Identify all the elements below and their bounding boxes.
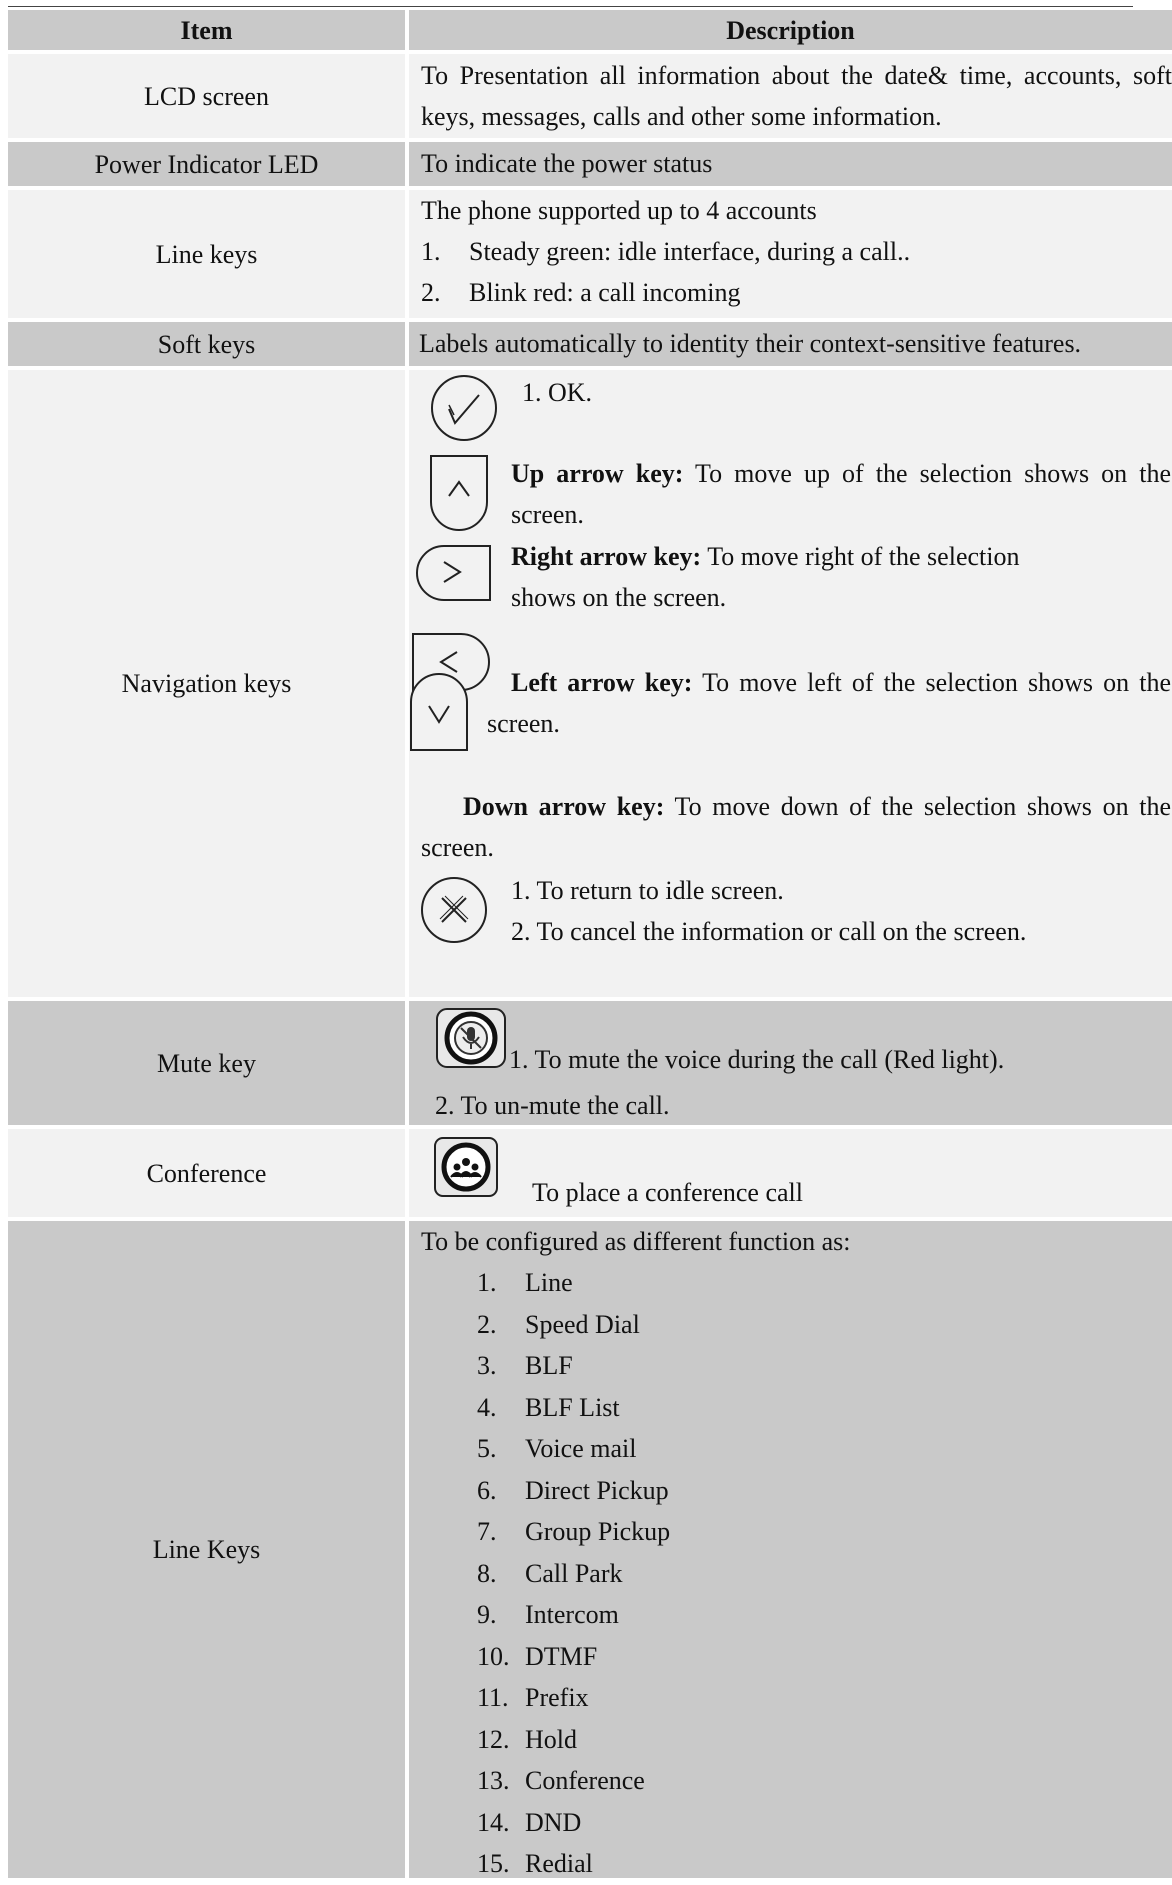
list-item-label: DND [525,1807,582,1837]
list-item [477,1511,1172,1553]
list-item-label: DTMF [525,1641,598,1671]
list-item-label: Direct Pickup [525,1475,669,1505]
list-item [477,1428,1172,1470]
nav-ok-text: 1. OK. [522,378,593,407]
list-item-number: 1. [477,1268,497,1297]
list-item-number: 8. [477,1558,497,1588]
line-keys-functions-intro: To be configured as different function as: [421,1227,851,1256]
desc-lcd-screen [409,54,1172,138]
list-item-number: 14. [477,1807,510,1837]
mute-line2: 2. To un-mute the call. [435,1091,670,1120]
desc-lcd-text: To Presentation all information about the date& time, accounts, soft keys, messages, calls and other some information. [421,61,1172,131]
list-item-number: 15. [477,1849,510,1878]
nav-down-text: Down arrow key: To move down of the selection shows on the screen. [421,792,1171,862]
desc-mute-key [409,1001,1172,1125]
list-item [477,1553,1172,1595]
list-item-label: BLF [525,1351,573,1380]
down-arrow-key-icon [409,672,469,752]
list-item [477,1636,1172,1678]
item-power-led: Power Indicator LED [8,142,405,186]
desc-navigation-keys [409,370,1172,997]
list-item [477,1719,1172,1761]
list-item-label: Line [525,1268,573,1297]
list-item-number: 12. [477,1724,510,1754]
list-item-label: Voice mail [525,1434,637,1463]
list-item-label: Hold [525,1724,577,1754]
item-conference: Conference [8,1129,405,1217]
line-keys-point: 2. Blink red: a call incoming [421,278,741,307]
list-item [477,1304,1172,1346]
nav-right-text: Right arrow key: To move right of the selection shows on the screen. [511,542,1020,612]
mute-line1: 1. To mute the voice during the call (Red light). [509,1045,1005,1074]
list-item-number: 5. [477,1434,497,1463]
list-item [477,1677,1172,1719]
line-keys-function-list [421,1262,1172,1885]
nav-up-text: Up arrow key: To move up of the selection shows on the screen. [511,459,1172,529]
list-item-number: 9. [477,1600,497,1629]
line-keys-intro: The phone supported up to 4 accounts [421,196,817,225]
nav-cancel-line1: 1. To return to idle screen. [511,876,784,905]
up-arrow-key-icon [429,454,489,532]
item-navigation-keys: Navigation keys [8,370,405,997]
list-item-number: 6. [477,1475,497,1505]
desc-soft-keys: Labels automatically to identity their context-sensitive features. [409,322,1172,366]
list-item-label: Group Pickup [525,1517,671,1546]
header-item: Item [8,10,405,50]
table-top-rule [8,6,1133,7]
conference-key-icon [433,1136,499,1198]
right-arrow-key-icon [412,544,492,602]
list-item-label: Prefix [525,1683,589,1712]
list-item-number: 7. [477,1517,497,1546]
item-lcd-screen: LCD screen [8,54,405,138]
list-item-label: BLF List [525,1392,620,1422]
item-mute-key: Mute key [8,1001,405,1125]
list-item-number: 13. [477,1766,510,1795]
list-item [477,1387,1172,1429]
ok-key-icon [429,373,499,443]
nav-left-text: Left arrow key: To move left of the selection shows on the screen. [487,668,1171,738]
list-item-number: 4. [477,1392,497,1422]
list-item [477,1760,1172,1802]
list-item [477,1802,1172,1844]
list-item [477,1843,1172,1885]
desc-conference [409,1129,1172,1217]
desc-power-led: To indicate the power status [409,142,1172,186]
conference-text: To place a conference call [532,1178,803,1207]
list-item-label: Speed Dial [525,1309,640,1339]
list-item-label: Conference [525,1766,645,1795]
item-soft-keys: Soft keys [8,322,405,366]
list-item [477,1594,1172,1636]
list-item [477,1470,1172,1512]
list-item-number: 10. [477,1641,510,1671]
desc-line-keys-functions [409,1221,1172,1878]
list-item-label: Intercom [525,1600,619,1629]
desc-line-keys [409,190,1172,318]
list-item-number: 11. [477,1683,509,1712]
list-item-label: Call Park [525,1558,623,1588]
mute-key-icon [435,1007,507,1069]
cancel-key-icon [419,875,489,945]
list-item-label: Redial [525,1849,593,1878]
list-item-number: 3. [477,1351,497,1380]
line-keys-point: 1. Steady green: idle interface, during a call.. [421,237,911,266]
list-item [477,1345,1172,1387]
item-line-keys: Line keys [8,190,405,318]
list-item [477,1262,1172,1304]
item-line-keys-functions: Line Keys [8,1221,405,1878]
header-description: Description [409,10,1172,50]
list-item-number: 2. [477,1309,497,1339]
nav-cancel-line2: 2. To cancel the information or call on the screen. [511,917,1027,946]
